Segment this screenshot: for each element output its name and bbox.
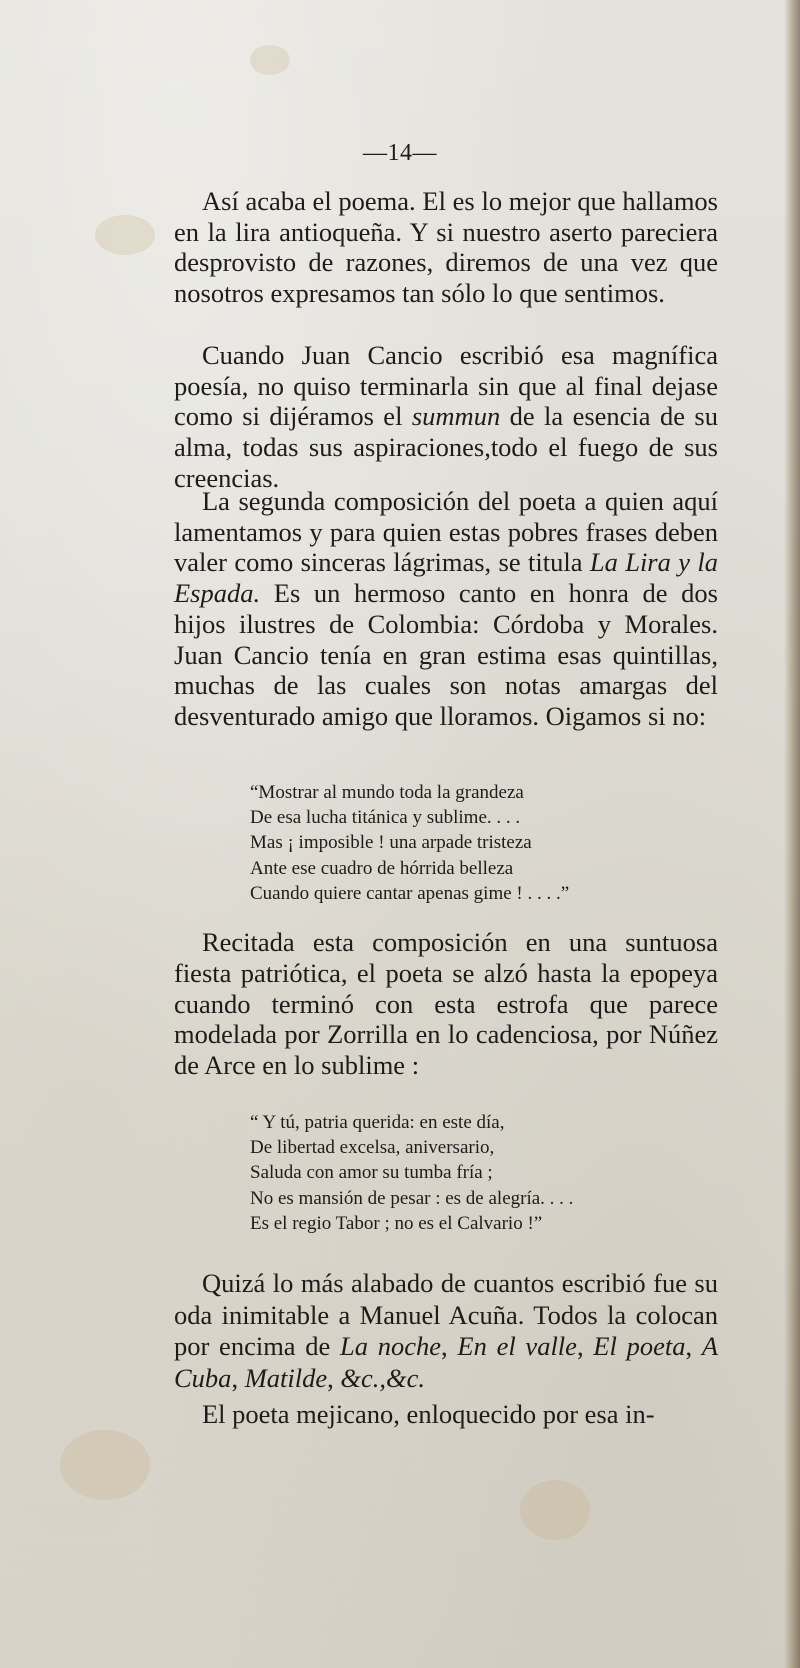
text-run: ,	[441, 1331, 458, 1361]
verse-line: “ Y tú, patria querida: en este día,	[250, 1112, 505, 1133]
verse-line: Cuando quiere cantar apenas gime ! . . . .”	[250, 882, 570, 904]
verse-line: De libertad excelsa, aniversario,	[250, 1137, 495, 1159]
paragraph	[174, 927, 718, 1081]
text-run: Es un hermoso canto en honra de dos hijos ilustres de Colombia: Córdoba y Morales. Juan Cancio tenía en gran estima esas quintillas, muchas de las cuales son notas amargas del desventurado amigo que lloramos. Oigamos si no:	[174, 578, 718, 731]
italic-title: En el valle	[457, 1331, 577, 1361]
italic-title: La noche	[340, 1331, 442, 1361]
verse-stanza	[250, 1110, 720, 1236]
paragraph-text: Recitada esta composición en una suntuosa fiesta patriótica, el poeta se alzó hasta la epopeya cuando terminó con esta estrofa que parece modelada por Zorrilla en lo cadenciosa, por Núñez de Arce en lo sublime :	[174, 927, 718, 1081]
paragraph-text: El poeta mejicano, enloquecido por esa in-	[202, 1399, 655, 1429]
paragraph	[174, 486, 718, 732]
italic-abbrev: &c.,&c.	[340, 1362, 425, 1393]
page-number: —14—	[363, 140, 437, 166]
paragraph-text: Así acaba el poema. El es lo mejor que hallamos en la lira antioqueña. Y si nuestro aserto pareciera desprovisto de razones, diremos de una vez que nosotros expresamos tan sólo lo que sentimos.	[174, 186, 718, 309]
text-run: ,	[576, 1331, 594, 1361]
stain	[60, 1430, 150, 1500]
paragraph	[174, 1268, 718, 1394]
text-run: La segunda composición del poeta a quien aquí lamentamos y para quien estas pobres frases deben valer como sinceras lágrimas, se titula	[174, 486, 718, 578]
italic-title: Matilde	[244, 1362, 328, 1393]
italic-title: A Cuba	[174, 1331, 718, 1393]
paragraph-text	[174, 486, 718, 732]
verse-line: No es mansión de pesar : es de alegría. . . .	[250, 1187, 574, 1209]
verse-line: Saluda con amor su tumba fría ;	[250, 1162, 493, 1184]
text-run: de la esencia de su alma, todas sus aspiraciones,todo el fuego de sus creencias.	[174, 401, 718, 493]
paragraph-text	[174, 340, 718, 494]
verse-line: “Mostrar al mundo toda la grandeza	[250, 782, 524, 803]
stain	[95, 215, 155, 255]
italic-term: summun	[411, 401, 501, 432]
verse-line: Mas ¡ imposible ! una arpade tristeza	[250, 832, 532, 854]
stain	[520, 1480, 590, 1540]
stain	[250, 45, 290, 75]
text-run: ,	[685, 1331, 702, 1361]
paragraph	[174, 186, 718, 309]
verse-line: Es el regio Tabor ; no es el Calvario !”	[250, 1212, 543, 1234]
text-run: Quizá lo más alabado de cuantos escribió fue su oda inimitable a Manuel Acuña. Todos la colocan por encima de	[174, 1268, 718, 1361]
verse-line: Ante ese cuadro de hórrida belleza	[250, 857, 514, 879]
paragraph-text	[174, 1268, 718, 1394]
paragraph	[174, 340, 718, 494]
paragraph	[174, 1399, 718, 1430]
text-run: ,	[231, 1362, 245, 1393]
text-run: ,	[327, 1362, 341, 1393]
verse-stanza	[250, 780, 720, 906]
verse-line: De esa lucha titánica y sublime. . . .	[250, 807, 521, 829]
italic-title: La Lira y la Espada.	[174, 547, 718, 609]
page-edge	[784, 0, 800, 1668]
text-run: Cuando Juan Cancio escribió esa magnífica poesía, no quiso terminarla sin que al final dejase como si dijéramos el	[174, 340, 718, 432]
italic-title: El poeta	[593, 1331, 686, 1361]
